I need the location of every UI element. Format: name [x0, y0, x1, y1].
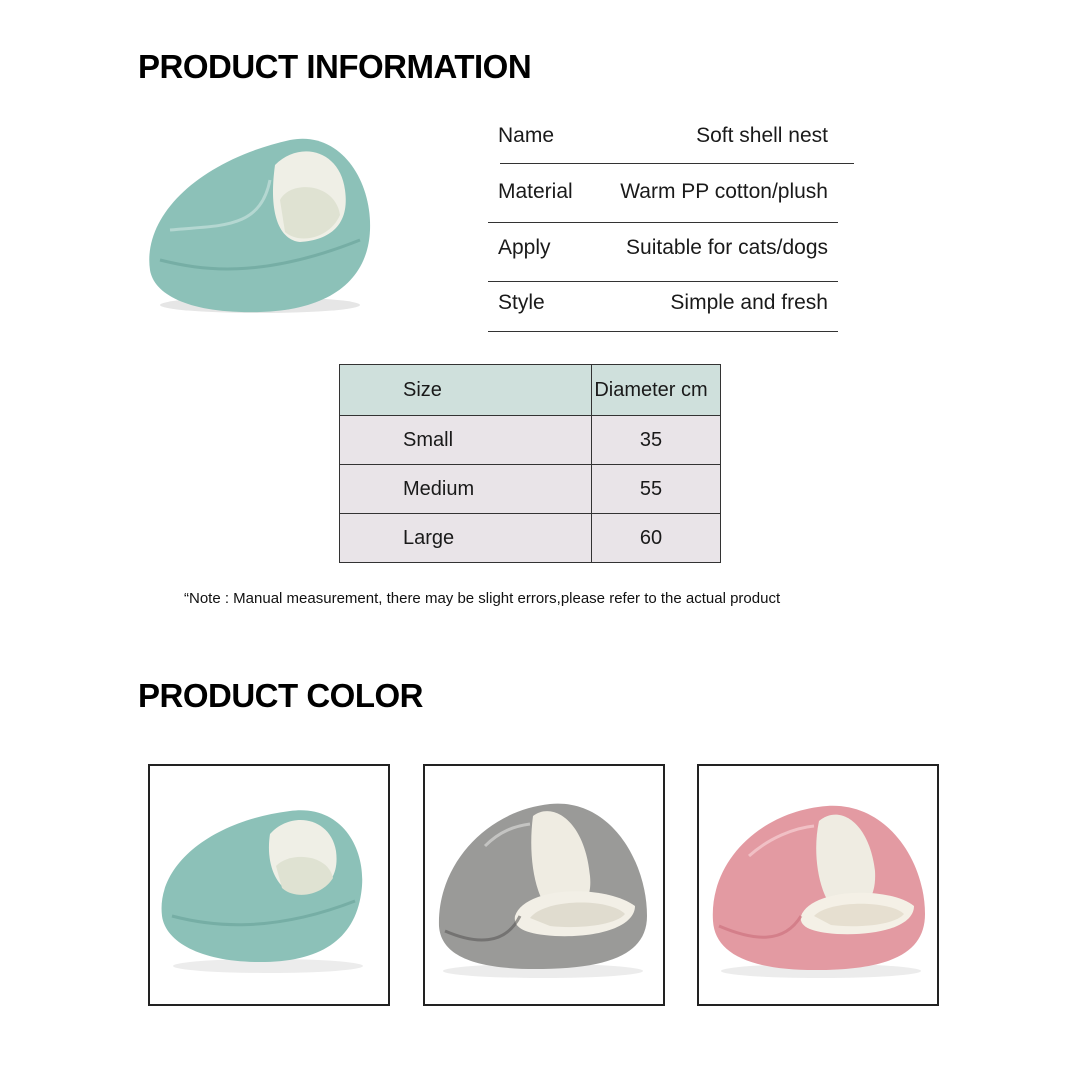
spec-row-style: [498, 291, 828, 321]
spec-label: Apply: [498, 236, 551, 259]
product-image-grey: [425, 766, 663, 1004]
spec-label: Name: [498, 124, 555, 147]
spec-value: Simple and fresh: [670, 291, 828, 314]
color-option-pink[interactable]: [697, 764, 939, 1006]
product-image-teal: [140, 120, 380, 320]
spec-divider: [488, 331, 838, 332]
diameter-cell: 60: [592, 514, 721, 563]
spec-divider: [488, 222, 838, 223]
size-table-header: [340, 365, 721, 416]
spec-value: Soft shell nest: [696, 124, 828, 147]
size-cell: Large: [340, 514, 592, 563]
table-row: [340, 416, 721, 465]
spec-row-material: [498, 180, 828, 210]
size-cell: Small: [340, 416, 592, 465]
spec-label: Material: [498, 180, 573, 203]
product-image-pink: [699, 766, 941, 1004]
table-row: [340, 514, 721, 563]
product-information-heading: PRODUCT INFORMATION: [138, 48, 532, 85]
spec-value: Warm PP cotton/plush: [620, 180, 828, 203]
color-option-teal[interactable]: [148, 764, 390, 1006]
diameter-cell: 35: [592, 416, 721, 465]
spec-row-apply: [498, 236, 828, 266]
product-image-teal: [150, 766, 388, 1004]
color-option-grey[interactable]: [423, 764, 665, 1006]
spec-divider: [500, 163, 854, 164]
spec-divider: [488, 281, 838, 282]
spec-label: Style: [498, 291, 545, 314]
size-cell: Medium: [340, 465, 592, 514]
size-header: Size: [340, 365, 592, 416]
product-color-heading: PRODUCT COLOR: [138, 677, 423, 714]
spec-value: Suitable for cats/dogs: [626, 236, 828, 259]
spec-row-name: [498, 124, 828, 154]
diameter-header: Diameter cm: [592, 365, 721, 416]
table-row: [340, 465, 721, 514]
measurement-note: “Note : Manual measurement, there may be slight errors,please refer to the actual product: [184, 590, 781, 607]
diameter-cell: 55: [592, 465, 721, 514]
size-table: [339, 364, 721, 563]
